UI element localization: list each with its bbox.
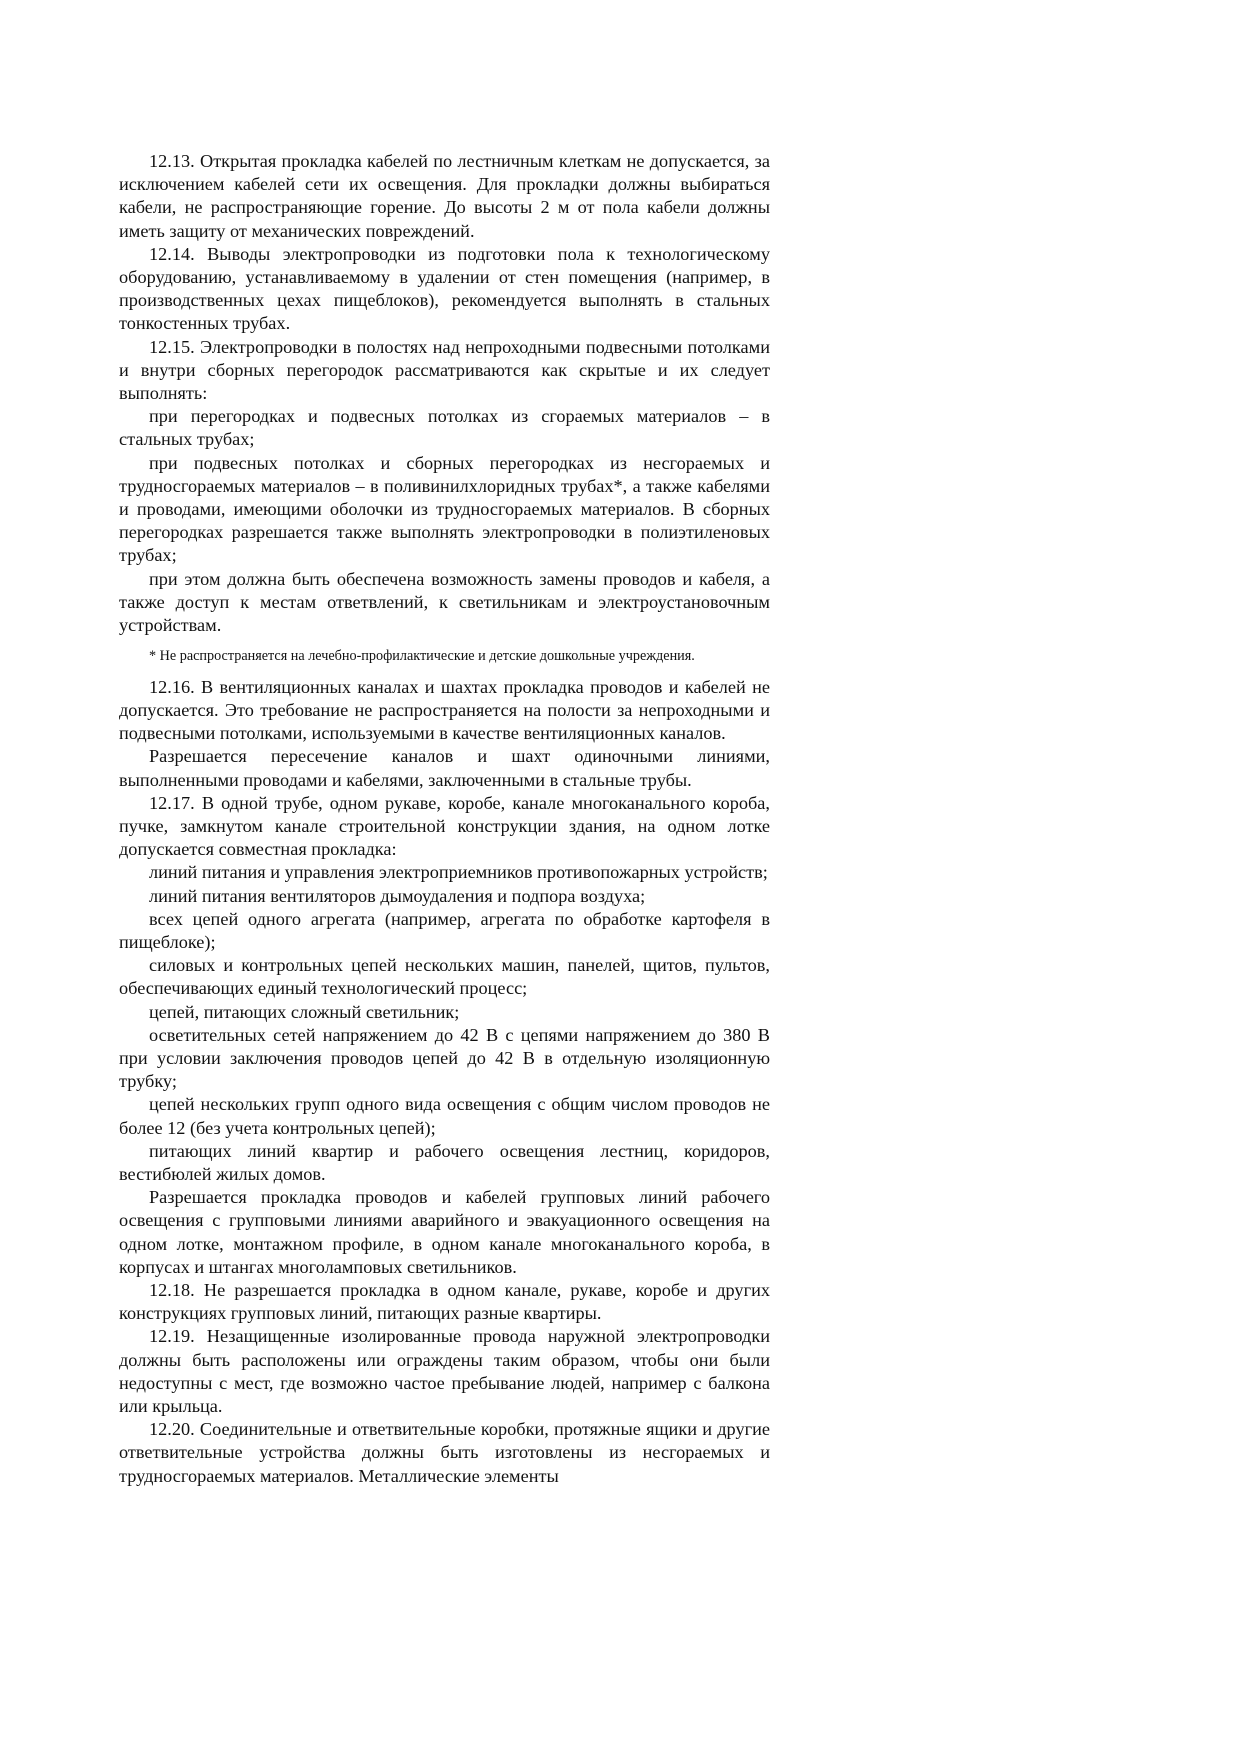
list-item: осветительных сетей напряжением до 42 В с цепями напряжением до 380 В при условии заключения проводов цепей до 42 В в отдельную изоляционную трубку; — [119, 1024, 770, 1092]
list-item: цепей нескольких групп одного вида освещения с общим числом проводов не более 12 (без учета контрольных цепей); — [119, 1094, 770, 1138]
list-item: силовых и контрольных цепей нескольких машин, панелей, щитов, пультов, обеспечивающих единый технологический процесс; — [119, 955, 770, 999]
list-item: линий питания вентиляторов дымоудаления и подпора воздуха; — [149, 885, 646, 906]
list-item: питающих линий квартир и рабочего освещения лестниц, коридоров, вестибюлей жилых домов. — [119, 1140, 770, 1185]
list-item: цепей, питающих сложный светильник; — [149, 1001, 460, 1022]
paragraph-12-13: 12.13. Открытая прокладка кабелей по лестничным клеткам не допускается, за исключением кабелей сети их освещения. Для прокладки должны выбираться кабели, не распространяющие горение. До высоты 2 м от пола кабели должны иметь защиту от механических повреждений. — [119, 151, 770, 241]
paragraph-12-18: 12.18. Не разрешается прокладка в одном канале, рукаве, коробе и других конструкциях групповых линий, питающих разные квартиры. — [119, 1280, 770, 1324]
paragraph-12-20: 12.20. Соединительные и ответвительные коробки, протяжные ящики и другие ответвительные устройства должны быть изготовлены из несгораемых и трудносгораемых материалов. Металлические элементы — [119, 1419, 770, 1486]
document-page — [119, 150, 770, 1488]
list-item: при подвесных потолках и сборных перегородках из несгораемых и трудносгораемых материалов – в поливинилхлоридных трубах*, а также кабелями и проводами, имеющими оболочки из трудносгораемых материалов. В сборных перегородках разрешается также выполнять электропроводки в полиэтиленовых трубах; — [119, 452, 770, 566]
list-item: линий питания и управления электроприемников противопожарных устройств; — [149, 862, 768, 883]
paragraph-12-17: 12.17. В одной трубе, одном рукаве, коробе, канале многоканального короба, пучке, замкнутом канале строительной конструкции здания, на одном лотке допускается совместная прокладка: — [119, 792, 770, 860]
paragraph: Разрешается прокладка проводов и кабелей групповых линий рабочего освещения с групповыми линиями аварийного и эвакуационного освещения на одном лотке, монтажном профиле, в одном канале многоканального короба, в корпусах и штангах многоламповых светильников. — [119, 1187, 770, 1277]
paragraph: Разрешается пересечение каналов и шахт одиночными линиями, выполненными проводами и кабелями, заключенными в стальные трубы. — [119, 746, 770, 790]
paragraph-12-16: 12.16. В вентиляционных каналах и шахтах прокладка проводов и кабелей не допускается. Это требование не распространяется на полости за непроходными и подвесными потолками, используемыми в качестве вентиляционных каналов. — [119, 676, 770, 744]
paragraph-12-19: 12.19. Незащищенные изолированные провода наружной электропроводки должны быть расположены или ограждены таким образом, чтобы они были недоступны с мест, где возможно частое пребывание людей, например с балкона или крыльца. — [119, 1326, 770, 1417]
list-item: при перегородках и подвесных потолках из сгораемых материалов – в стальных трубах; — [119, 406, 770, 450]
list-item: всех цепей одного агрегата (например, агрегата по обработке картофеля в пищеблоке); — [119, 908, 770, 952]
paragraph-12-15: 12.15. Электропроводки в полостях над непроходными подвесными потолками и внутри сборных перегородок рассматриваются как скрытые и их следует выполнять: — [119, 336, 770, 404]
paragraph-12-14: 12.14. Выводы электропроводки из подготовки пола к технологическому оборудованию, устанавливаемому в удалении от стен помещения (например, в производственных цехах пищеблоков), рекомендуется выполнять в стальных тонкостенных трубах. — [119, 243, 770, 334]
paragraph: при этом должна быть обеспечена возможность замены проводов и кабеля, а также доступ к местам ответвлений, к светильникам и электроустановочным устройствам. — [119, 568, 770, 636]
footnote: * Не распространяется на лечебно-профилактические и детские дошкольные учреждения. — [149, 648, 695, 665]
